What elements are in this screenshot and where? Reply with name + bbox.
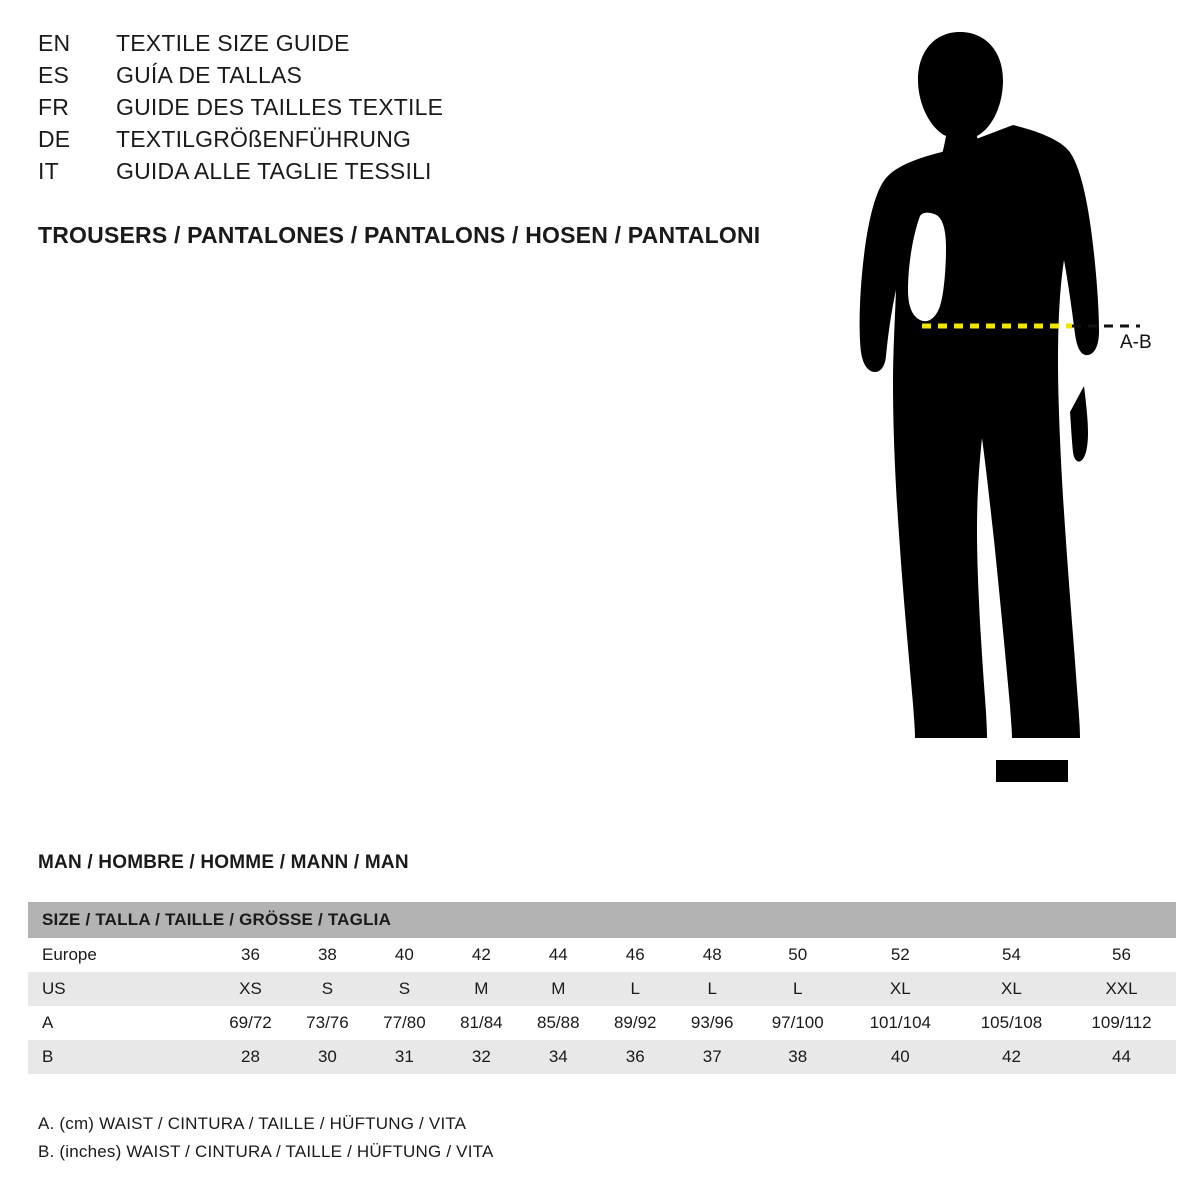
table-cell: 40	[890, 1047, 910, 1066]
row-label: US	[42, 979, 66, 998]
table-cell: 85/88	[537, 1013, 580, 1032]
row-label: B	[42, 1047, 54, 1066]
table-cell: XL	[889, 979, 911, 998]
table-cell: XXL	[1105, 979, 1138, 998]
man-silhouette-icon	[800, 20, 1200, 810]
language-title: GUIDE DES TAILLES TEXTILE	[116, 94, 444, 120]
language-code: EN	[38, 30, 71, 56]
table-cell: 73/76	[306, 1013, 349, 1032]
table-cell: 38	[317, 945, 337, 964]
table-cell: 101/104	[869, 1013, 932, 1032]
table-cell: 46	[625, 945, 645, 964]
table-row	[28, 1006, 1176, 1040]
table-cell: 40	[394, 945, 414, 964]
table-cell: 109/112	[1091, 1013, 1152, 1032]
table-cell: S	[398, 979, 411, 998]
language-title: TEXTILGRÖßENFÜHRUNG	[116, 126, 412, 152]
table-cell: 31	[394, 1047, 414, 1066]
table-cell: XS	[239, 979, 262, 998]
table-cell: 34	[548, 1047, 568, 1066]
table-cell: 30	[317, 1047, 337, 1066]
table-cell: 42	[471, 945, 491, 964]
table-cell: 56	[1112, 945, 1131, 964]
table-cell: L	[707, 979, 717, 998]
row-label: Europe	[42, 945, 97, 964]
language-list	[38, 30, 798, 190]
footnote-b: B. (inches) WAIST / CINTURA / TAILLE / HÜFTUNG / VITA	[38, 1142, 494, 1161]
table-row	[28, 972, 1176, 1006]
table-cell: 50	[788, 945, 808, 964]
language-row-de	[38, 126, 798, 158]
table-cell: 36	[241, 945, 260, 964]
language-code: ES	[38, 62, 70, 88]
language-row-es	[38, 62, 798, 94]
table-cell: M	[551, 979, 566, 998]
table-cell: 54	[1001, 945, 1021, 964]
language-title: TEXTILE SIZE GUIDE	[116, 30, 350, 56]
language-row-it	[38, 158, 798, 190]
size-table	[28, 902, 1176, 1074]
table-cell: 89/92	[613, 1013, 657, 1032]
table-cell: M	[474, 979, 489, 998]
language-row-en	[38, 30, 798, 62]
table-cell: 37	[702, 1047, 722, 1066]
table-cell: L	[792, 979, 803, 998]
table-cell: 32	[471, 1047, 491, 1066]
row-label: A	[42, 1013, 54, 1032]
table-cell: 44	[1112, 1047, 1131, 1066]
table-row	[28, 938, 1176, 972]
table-cell: 36	[625, 1047, 645, 1066]
language-code: DE	[38, 126, 71, 152]
table-cell: 48	[702, 945, 722, 964]
table-cell: L	[630, 979, 640, 998]
figure-illustration	[800, 20, 1200, 810]
table-cell: 44	[548, 945, 568, 964]
language-title: GUÍA DE TALLAS	[116, 62, 303, 88]
language-title: GUIDA ALLE TAGLIE TESSILI	[116, 158, 432, 184]
table-cell: 28	[241, 1047, 260, 1066]
table-cell: 69/72	[229, 1013, 272, 1032]
table-cell: 38	[788, 1047, 808, 1066]
table-cell: 97/100	[771, 1013, 824, 1032]
garment-type-heading: TROUSERS / PANTALONES / PANTALONS / HOSEN / PANTALONI	[38, 222, 761, 248]
language-code: IT	[38, 158, 59, 184]
table-cell: 81/84	[460, 1013, 503, 1032]
table-group-title: MAN / HOMBRE / HOMME / MANN / MAN	[38, 852, 409, 873]
language-row-fr	[38, 94, 798, 126]
table-cell: 52	[890, 945, 910, 964]
language-code: FR	[38, 94, 70, 120]
footnote-a: A. (cm) WAIST / CINTURA / TAILLE / HÜFTUNG / VITA	[38, 1114, 467, 1133]
measure-label-ab: A-B	[1120, 332, 1152, 353]
table-cell: 93/96	[690, 1013, 734, 1032]
table-cell: 42	[1001, 1047, 1021, 1066]
table-header-row	[28, 902, 1176, 938]
table-cell: 77/80	[383, 1013, 426, 1032]
table-row	[28, 1040, 1176, 1074]
footnotes	[38, 1110, 494, 1166]
table-cell: S	[321, 979, 334, 998]
table-cell: 105/108	[980, 1013, 1043, 1032]
table-cell: XL	[1001, 979, 1022, 998]
table-header-cell: SIZE / TALLA / TAILLE / GRÖSSE / TAGLIA	[28, 902, 1176, 938]
